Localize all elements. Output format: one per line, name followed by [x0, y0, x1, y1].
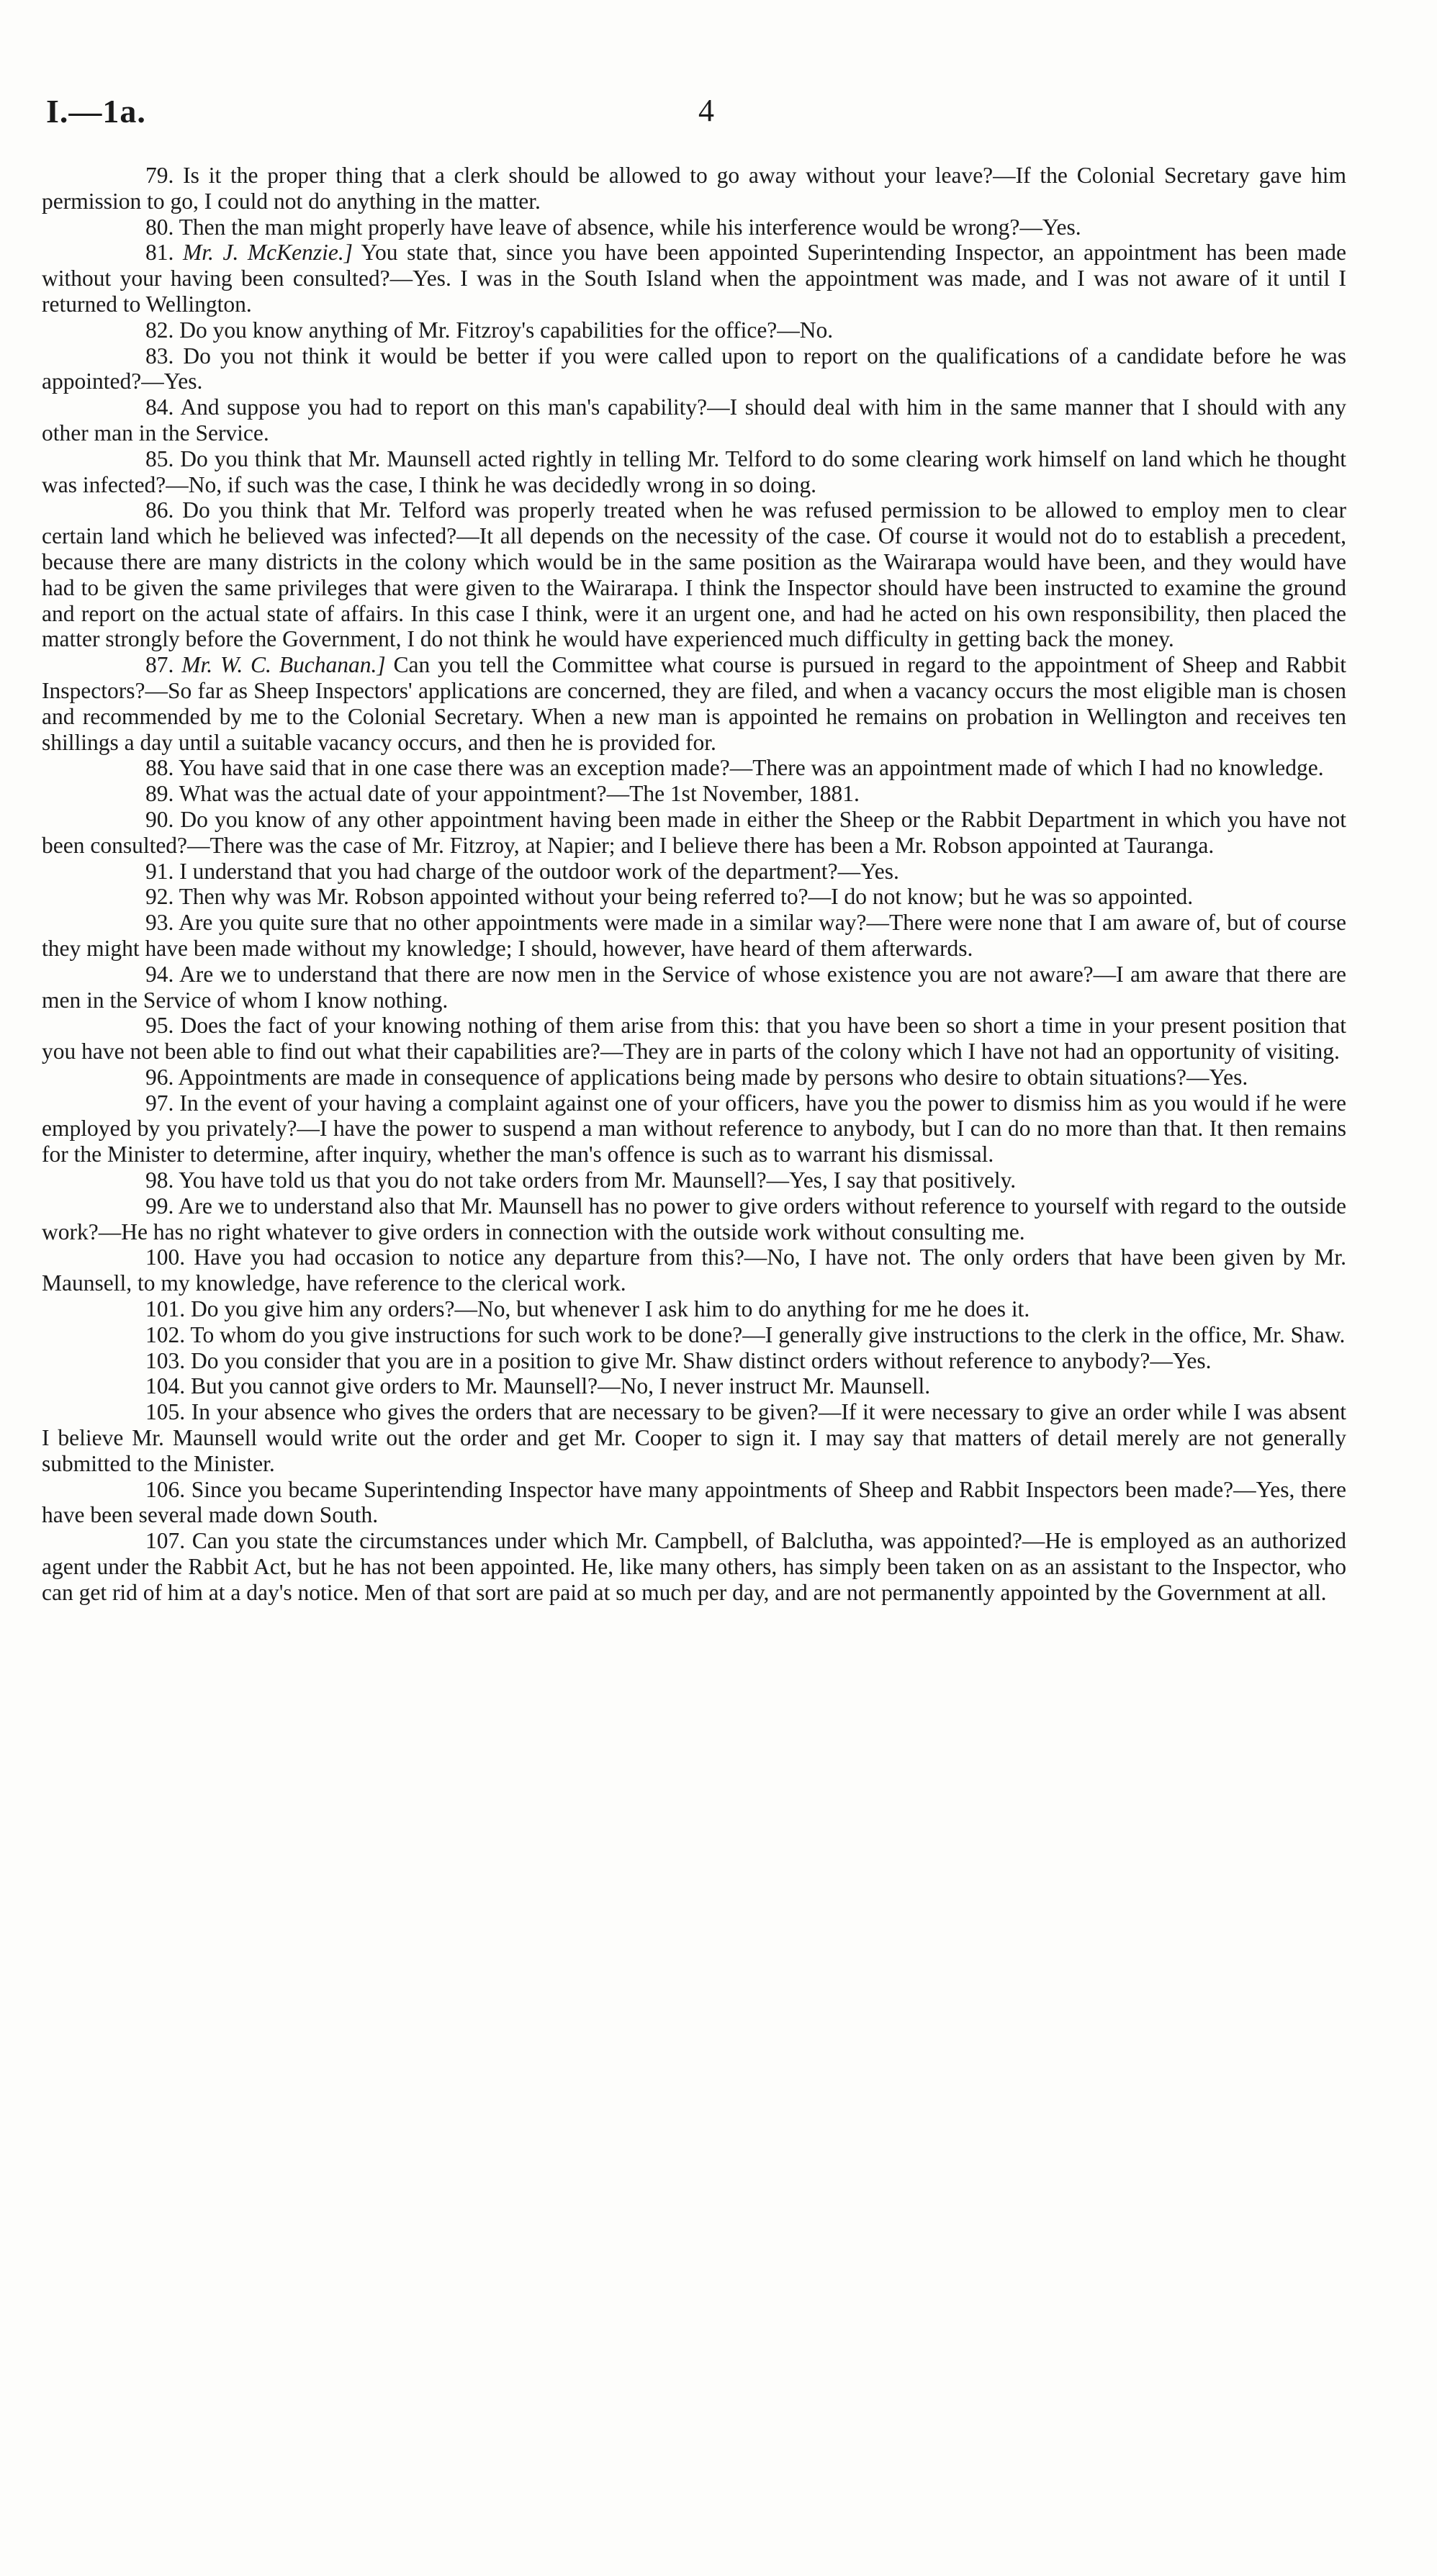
speaker-name: Mr. W. C. Buchanan.]: [181, 652, 386, 678]
question-answer-entry: 90. Do you know of any other appointment having been made in either the Sheep or the Rabbit Department in which you have not been consulted?—There was the case of Mr. Fitzroy, at Napier; and I believe there has been a Mr. Robson appointed at Tauranga.: [42, 806, 1346, 858]
question-answer-entry: 80. Then the man might properly have leave of absence, while his interference would be wrong?—Yes.: [145, 214, 1081, 240]
question-answer-entry: 79. Is it the proper thing that a clerk should be allowed to go away without your leave?—If the Colonial Secretary gave him permission to go, I could not do anything in the matter.: [42, 163, 1346, 214]
question-answer-entry: 93. Are you quite sure that no other appointments were made in a similar way?—There were none that I am aware of, but of course they might have been made without my knowledge; I should, however, have heard of them afterwards.: [42, 910, 1346, 961]
question-answer-entry: 82. Do you know anything of Mr. Fitzroy's capabilities for the office?—No.: [145, 317, 834, 343]
question-answer-entry: 103. Do you consider that you are in a position to give Mr. Shaw distinct orders without reference to anybody?—Yes.: [145, 1347, 1212, 1373]
question-answer-entry: [42, 240, 1346, 317]
question-answer-entry: 104. But you cannot give orders to Mr. Maunsell?—No, I never instruct Mr. Maunsell.: [145, 1373, 931, 1399]
question-answer-entry: 101. Do you give him any orders?—No, but whenever I ask him to do anything for me he does it.: [145, 1296, 1030, 1322]
question-answer-entry: 105. In your absence who gives the orders that are necessary to be given?—If it were necessary to give an order while I was absent I believe Mr. Maunsell would write out the order and get Mr. Cooper to sign it. I may say that matters of detail merely are not generally submitted to the Minister.: [42, 1399, 1346, 1476]
evidence-transcript: [42, 163, 1346, 1606]
speaker-name: Mr. J. McKenzie.]: [182, 240, 353, 266]
question-answer-entry: 91. I understand that you had charge of the outdoor work of the department?—Yes.: [145, 858, 899, 884]
question-answer-entry: 98. You have told us that you do not take orders from Mr. Maunsell?—Yes, I say that positively.: [145, 1167, 1017, 1193]
question-answer-entry: 92. Then why was Mr. Robson appointed without your being referred to?—I do not know; but he was so appointed.: [145, 884, 1194, 910]
document-reference: I.—1a.: [46, 93, 146, 130]
question-answer-entry: 83. Do you not think it would be better if you were called upon to report on the qualifications of a candidate before he was appointed?—Yes.: [42, 343, 1346, 394]
question-answer-entry: 102. To whom do you give instructions for such work to be done?—I generally give instructions to the clerk in the office, Mr. Shaw.: [145, 1321, 1346, 1347]
question-answer-entry: 97. In the event of your having a complaint against one of your officers, have you the power to dismiss him as you would if he were employed by you privately?—I have the power to suspend a man without reference to anybody, but I can do no more than that. It then remains for the Minister to determine, after inquiry, whether the man's offence is such as to warrant his dismissal.: [42, 1090, 1346, 1167]
question-answer-text: Can you tell the Committee what course is pursued in regard to the appointment of Sheep and Rabbit Inspectors?—So far as Sheep Inspectors' applications are concerned, they are filed, and when a vacancy occurs the most eligible man is chosen and recommended by me to the Colonial Secretary. When a new man is appointed he remains on probation in Wellington and receives ten shillings a day until a suitable vacancy occurs, and then he is provided for.: [42, 652, 1347, 755]
question-answer-entry: 106. Since you became Superintending Inspector have many appointments of Sheep and Rabbit Inspectors been made?—Yes, there have been several made down South.: [42, 1476, 1346, 1528]
question-answer-entry: 86. Do you think that Mr. Telford was properly treated when he was refused permission to be allowed to employ men to clear certain land which he believed was infected?—It all depends on the necessity of the case. Of course it would not do to establish a precedent, because there are many districts in the colony which would be in the same position as the Wairarapa would have been, and they would have had to be given the same privileges that were given to the Wairarapa. I think the Inspector should have been instructed to examine the ground and report on the actual state of affairs. In this case I think, were it an urgent one, and had he acted on his own responsibility, then placed the matter strongly before the Government, I do not think he would have experienced much difficulty in getting back the money.: [42, 497, 1346, 652]
question-answer-entry: 99. Are we to understand also that Mr. Maunsell has no power to give orders without reference to yourself with regard to the outside work?—He has no right whatever to give orders in connection with the outside work without consulting me.: [42, 1193, 1346, 1244]
question-answer-entry: 107. Can you state the circumstances under which Mr. Campbell, of Balclutha, was appointed?—He is employed as an authorized agent under the Rabbit Act, but he has not been appointed. He, like many others, has simply been taken on as an assistant to the Inspector, who can get rid of him at a day's notice. Men of that sort are paid at so much per day, and are not permanently appointed by the Government at all.: [42, 1528, 1346, 1605]
question-answer-text: You state that, since you have been appointed Superintending Inspector, an appointment has been made without your having been consulted?—Yes. I was in the South Island when the appointment was made, and I was not aware of it until I returned to Wellington.: [42, 240, 1347, 317]
question-answer-entry: 94. Are we to understand that there are now men in the Service of whose existence you are not aware?—I am aware that there are men in the Service of whom I know nothing.: [42, 961, 1346, 1013]
question-number: 87.: [145, 652, 174, 678]
question-answer-entry: 84. And suppose you had to report on this man's capability?—I should deal with him in the same manner that I should with any other man in the Service.: [42, 394, 1346, 446]
question-answer-entry: 89. What was the actual date of your appointment?—The 1st November, 1881.: [145, 781, 860, 807]
question-answer-entry: 95. Does the fact of your knowing nothing of them arise from this: that you have been so short a time in your present position that you have not been able to find out what their capabilities are?—They are in parts of the colony which I have not had an opportunity of visiting.: [42, 1013, 1346, 1065]
question-answer-entry: 100. Have you had occasion to notice any departure from this?—No, I have not. The only orders that have been given by Mr. Maunsell, to my knowledge, have reference to the clerical work.: [42, 1244, 1346, 1296]
question-answer-entry: 88. You have said that in one case there was an exception made?—There was an appointment made of which I had no knowledge.: [145, 755, 1324, 781]
page-header: [46, 92, 1356, 135]
question-answer-entry: [42, 652, 1346, 755]
question-answer-entry: 85. Do you think that Mr. Maunsell acted rightly in telling Mr. Telford to do some clearing work himself on land which he thought was infected?—No, if such was the case, I think he was decidedly wrong in so doing.: [42, 446, 1346, 497]
question-answer-entry: 96. Appointments are made in consequence of applications being made by persons who desire to obtain situations?—Yes.: [145, 1064, 1248, 1090]
question-number: 81.: [145, 240, 174, 266]
page-number: 4: [698, 93, 714, 128]
